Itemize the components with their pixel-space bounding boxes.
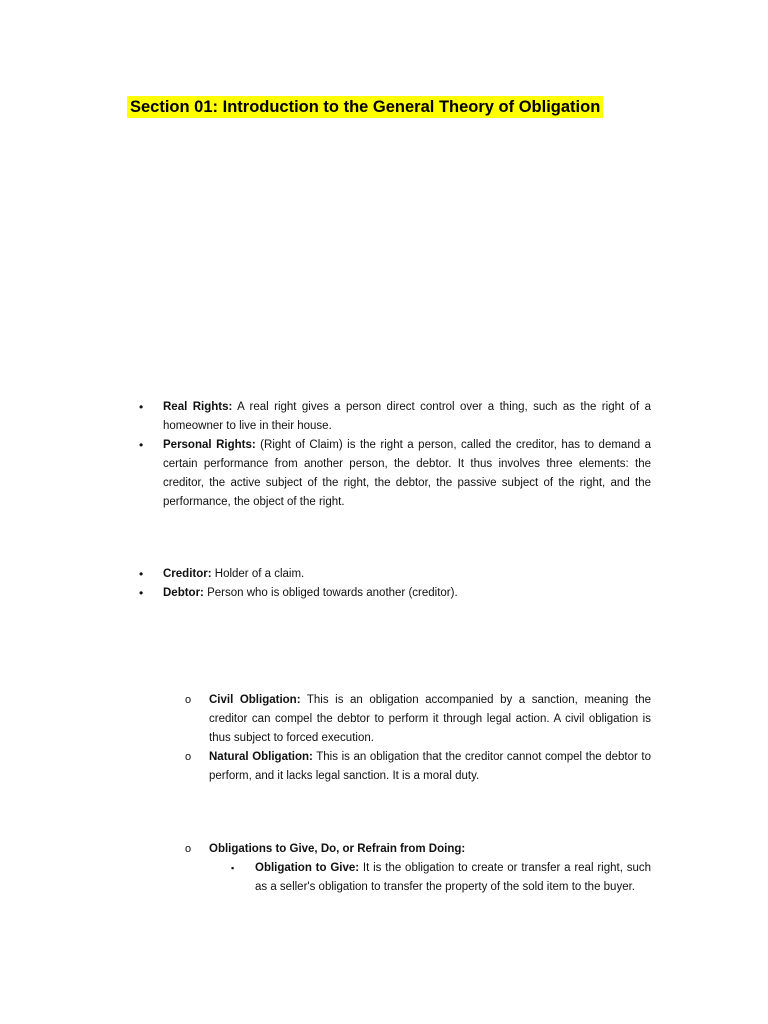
definition-personal-rights: (Right of Claim) is the right a person, called the creditor, has to demand a certain performance from another person, the debtor. It thus involves three elements: the creditor, the active subject of the right, the debtor, the passive subject of the right, and the performance, the object of the right. bbox=[163, 439, 651, 508]
give-do-list bbox=[185, 840, 651, 897]
bullet-icon: • bbox=[139, 586, 144, 600]
list-item-civil-obligation bbox=[185, 691, 651, 748]
give-do-sublist bbox=[231, 859, 651, 897]
term-real-rights: Real Rights: bbox=[163, 401, 233, 413]
section-title: Section 01: Introduction to the General Theory of Obligation bbox=[127, 96, 603, 118]
circle-bullet-icon: o bbox=[185, 694, 192, 706]
list-item-personal-rights bbox=[139, 436, 651, 512]
term-give-do-refrain: Obligations to Give, Do, or Refrain from Doing: bbox=[209, 843, 466, 855]
definition-real-rights: A real right gives a person direct control over a thing, such as the right of a homeowner to live in their house. bbox=[163, 401, 651, 432]
definition-civil-obligation: This is an obligation accompanied by a sanction, meaning the creditor can compel the debtor to perform it through legal action. A civil obligation is thus subject to forced execution. bbox=[209, 694, 651, 744]
list-item-creditor bbox=[139, 565, 651, 584]
list-item-give-do-refrain bbox=[185, 840, 651, 897]
term-natural-obligation: Natural Obligation: bbox=[209, 751, 313, 763]
bullet-icon: • bbox=[139, 567, 144, 581]
square-bullet-icon: ▪ bbox=[231, 863, 235, 873]
list-item-natural-obligation bbox=[185, 748, 651, 786]
parties-list bbox=[139, 565, 651, 603]
circle-bullet-icon: o bbox=[185, 751, 192, 763]
definition-natural-obligation: This is an obligation that the creditor cannot compel the debtor to perform, and it lacks legal sanction. It is a moral duty. bbox=[209, 751, 651, 782]
bullet-icon: • bbox=[139, 400, 144, 414]
list-item-debtor bbox=[139, 584, 651, 603]
definition-creditor: Holder of a claim. bbox=[211, 568, 305, 580]
list-item-real-rights bbox=[139, 398, 651, 436]
term-debtor: Debtor: bbox=[163, 587, 204, 599]
bullet-icon: • bbox=[139, 438, 144, 452]
obligation-types-list bbox=[185, 691, 651, 786]
term-obligation-to-give: Obligation to Give: bbox=[255, 862, 360, 874]
term-personal-rights: Personal Rights: bbox=[163, 439, 256, 451]
definition-debtor: Person who is obliged towards another (creditor). bbox=[203, 587, 458, 599]
term-civil-obligation: Civil Obligation: bbox=[209, 694, 301, 706]
definition-obligation-to-give: It is the obligation to create or transfer a real right, such as a seller's obligation to transfer the property of the sold item to the buyer. bbox=[255, 862, 651, 893]
list-item-obligation-to-give bbox=[231, 859, 651, 897]
rights-list bbox=[139, 398, 651, 512]
term-creditor: Creditor: bbox=[163, 568, 212, 580]
circle-bullet-icon: o bbox=[185, 843, 192, 855]
